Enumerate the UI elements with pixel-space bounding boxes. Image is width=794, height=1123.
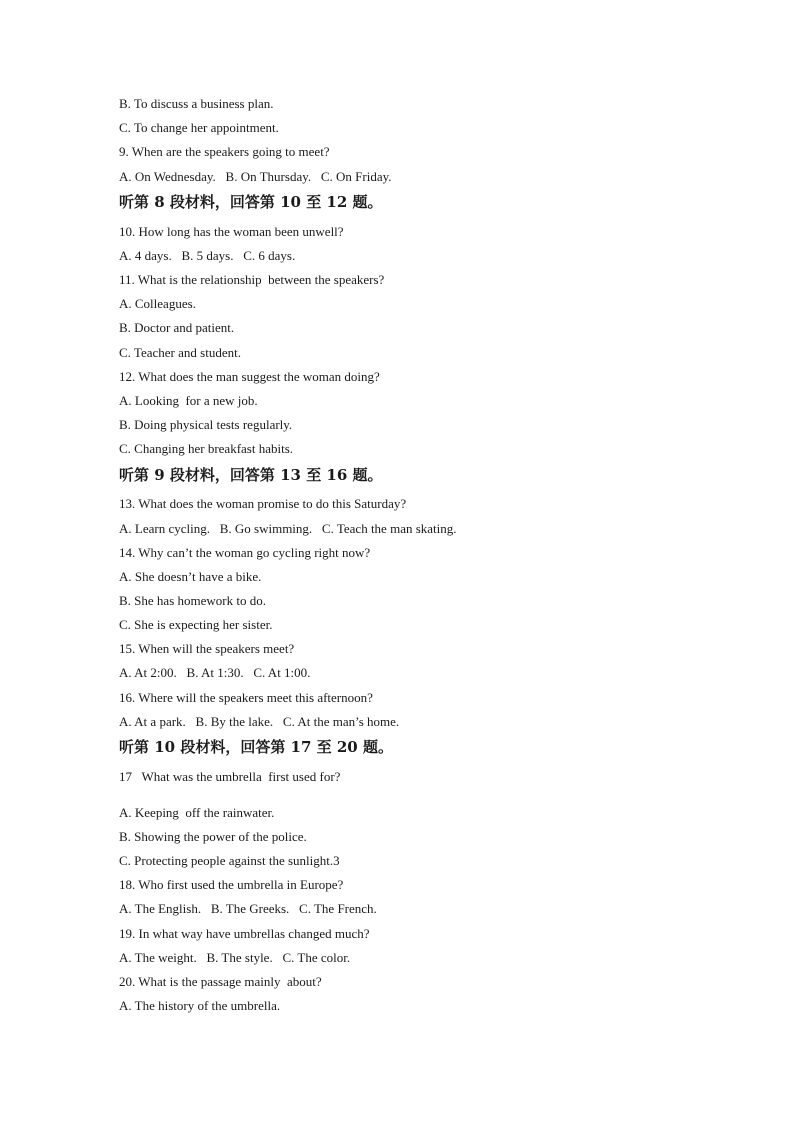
option-14a: A. She doesn’t have a bike.	[119, 569, 262, 584]
section-heading-10: 听第 10 段材料，回答第 17 至 20 题。	[119, 738, 393, 756]
option-14b: B. She has homework to do.	[119, 593, 266, 608]
options-18: A. The English. B. The Greeks. C. The French.	[119, 901, 377, 916]
option-8b: B. To discuss a business plan.	[119, 96, 274, 111]
option-17b: B. Showing the power of the police.	[119, 829, 307, 844]
options-15: A. At 2:00. B. At 1:30. C. At 1:00.	[119, 665, 311, 680]
option-12c: C. Changing her breakfast habits.	[119, 441, 294, 456]
question-9: 9. When are the speakers going to meet?	[119, 144, 330, 159]
question-20: 20. What is the passage mainly about?	[119, 974, 322, 989]
question-15: 15. When will the speakers meet?	[119, 641, 295, 656]
options-16: A. At a park. B. By the lake. C. At the man’s home.	[119, 714, 400, 729]
options-13: A. Learn cycling. B. Go swimming. C. Teach the man skating.	[119, 521, 457, 536]
question-10: 10. How long has the woman been unwell?	[119, 224, 344, 239]
option-11c: C. Teacher and student.	[119, 345, 241, 360]
option-8c: C. To change her appointment.	[119, 120, 279, 135]
question-14: 14. Why can’t the woman go cycling right now?	[119, 545, 371, 560]
option-12a: A. Looking for a new job.	[119, 393, 258, 408]
option-20a: A. The history of the umbrella.	[119, 998, 281, 1013]
question-11: 11. What is the relationship between the speakers?	[119, 272, 385, 287]
question-19: 19. In what way have umbrellas changed much?	[119, 926, 370, 941]
option-11b: B. Doctor and patient.	[119, 320, 235, 335]
section-heading-8: 听第 8 段材料，回答第 10 至 12 题。	[119, 193, 383, 211]
option-11a: A. Colleagues.	[119, 296, 196, 311]
option-12b: B. Doing physical tests regularly.	[119, 417, 293, 432]
option-17c: C. Protecting people against the sunlight.3	[119, 853, 340, 868]
question-16: 16. Where will the speakers meet this afternoon?	[119, 690, 373, 705]
question-13: 13. What does the woman promise to do this Saturday?	[119, 496, 407, 511]
question-17: 17 What was the umbrella first used for?	[119, 769, 341, 784]
options-19: A. The weight. B. The style. C. The color.	[119, 950, 351, 965]
option-14c: C. She is expecting her sister.	[119, 617, 273, 632]
options-9: A. On Wednesday. B. On Thursday. C. On Friday.	[119, 169, 392, 184]
options-10: A. 4 days. B. 5 days. C. 6 days.	[119, 248, 296, 263]
question-12: 12. What does the man suggest the woman doing?	[119, 369, 380, 384]
section-heading-9: 听第 9 段材料，回答第 13 至 16 题。	[119, 466, 383, 484]
option-17a: A. Keeping off the rainwater.	[119, 805, 275, 820]
question-18: 18. Who first used the umbrella in Europe?	[119, 877, 344, 892]
